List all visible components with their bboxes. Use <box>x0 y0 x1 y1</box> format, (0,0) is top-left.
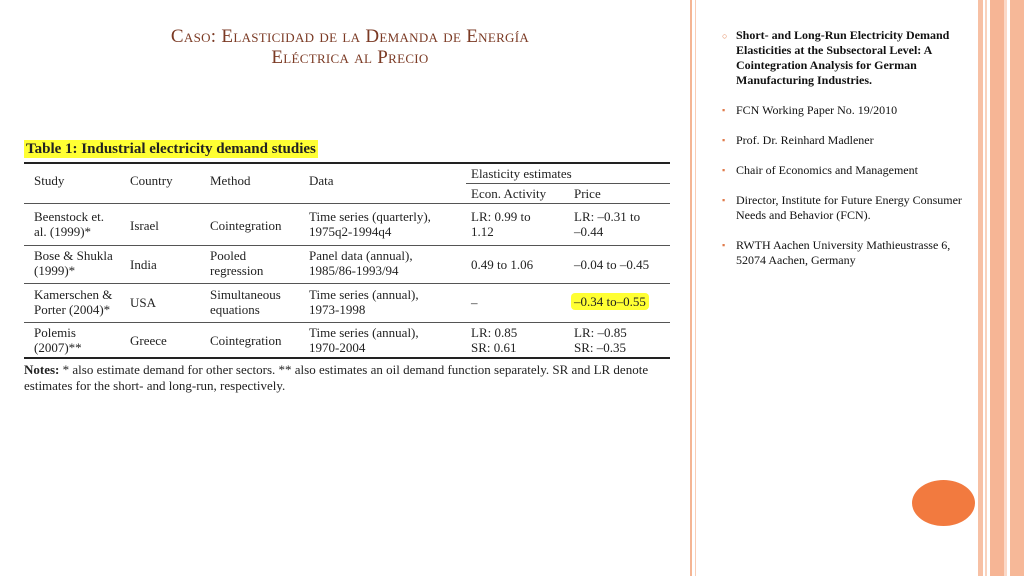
header-bottom-rule <box>24 203 670 204</box>
square-bullet-icon: ▪ <box>722 105 726 115</box>
table-row-4-study: Polemis (2007)** <box>34 325 82 355</box>
header-price: Price <box>574 186 601 201</box>
table-top-rule <box>24 162 670 164</box>
notes-text: * also estimate demand for other sectors. ** also estimates an oil demand function separately. SR and LR denote estimates for the short- and long-run, respectively. <box>24 362 649 393</box>
table-row-1-econ: LR: 0.99 to 1.12 <box>471 209 531 239</box>
highlighted-price: –0.34 to–0.55 <box>571 293 649 310</box>
header-econ-activity: Econ. Activity <box>471 186 547 201</box>
table-row-2-method: Pooled regression <box>210 248 264 278</box>
table-row-3-data: Time series (annual), 1973-1998 <box>309 287 419 317</box>
decorative-circle <box>912 480 975 526</box>
table-row-4-data: Time series (annual), 1970-2004 <box>309 325 419 355</box>
table-row-4-country: Greece <box>130 333 167 348</box>
decorative-stripe <box>985 0 987 576</box>
slide-title-line-1: Caso: Elasticidad de la Demanda de Energía <box>170 26 530 47</box>
table-row-3-price <box>571 294 649 309</box>
table-row-1-price: LR: –0.31 to –0.44 <box>574 209 641 239</box>
header-data: Data <box>309 173 334 188</box>
elasticity-table <box>24 140 674 400</box>
elasticity-header-rule <box>466 183 670 184</box>
table-row-3-method: Simultaneous equations <box>210 287 281 317</box>
list-item: ▪ RWTH Aachen University Mathieustrasse 6, 52074 Aachen, Germany <box>722 238 951 267</box>
list-item: ▪ Prof. Dr. Reinhard Madlener <box>722 133 874 147</box>
header-study: Study <box>34 173 65 188</box>
header-country: Country <box>130 173 173 188</box>
table-row-1-country: Israel <box>130 218 159 233</box>
table-row-2-country: India <box>130 257 157 272</box>
decorative-stripe <box>978 0 983 576</box>
decorative-stripe <box>990 0 1004 576</box>
table-row-2-econ: 0.49 to 1.06 <box>471 257 534 272</box>
square-bullet-icon: ▪ <box>722 195 726 205</box>
slide-title-line-2: Eléctrica al Precio <box>271 47 429 68</box>
reference-list <box>722 28 970 283</box>
table-row-4-price: LR: –0.85 SR: –0.35 <box>574 325 627 355</box>
table-row-3-country: USA <box>130 295 157 310</box>
list-item: ▪ Director, Institute for Future Energy Consumer Needs and Behavior (FCN). <box>722 193 962 222</box>
list-item: ▪ Chair of Economics and Management <box>722 163 918 177</box>
table-row-2-data: Panel data (annual), 1985/86-1993/94 <box>309 248 413 278</box>
table-row-1-study: Beenstock et. al. (1999)* <box>34 209 105 239</box>
table-caption: Table 1: Industrial electricity demand studies <box>26 141 316 157</box>
square-bullet-icon: ▪ <box>722 135 726 145</box>
circle-bullet-icon: ○ <box>722 31 728 41</box>
row-divider <box>24 245 670 246</box>
table-row-3-econ: – <box>471 295 478 310</box>
row-divider <box>24 283 670 284</box>
table-notes <box>24 362 674 394</box>
table-row-3-study: Kamerschen & Porter (2004)* <box>34 287 113 317</box>
divider-line <box>690 0 692 576</box>
decorative-stripe <box>1004 0 1007 576</box>
list-item: ▪ FCN Working Paper No. 19/2010 <box>722 103 898 117</box>
table-bottom-rule <box>24 357 670 359</box>
notes-label: Notes: <box>24 362 60 377</box>
table-row-4-method: Cointegration <box>210 333 282 348</box>
divider-line <box>695 0 696 576</box>
slide-title <box>40 26 660 68</box>
table-row-2-study: Bose & Shukla (1999)* <box>34 248 113 278</box>
header-method: Method <box>210 173 251 188</box>
table-row-1-data: Time series (quarterly), 1975q2-1994q4 <box>309 209 431 239</box>
square-bullet-icon: ▪ <box>722 165 726 175</box>
decorative-stripe <box>1010 0 1024 576</box>
table-row-1-method: Cointegration <box>210 218 282 233</box>
list-item: ○ Short- and Long-Run Electricity Demand Elasticities at the Subsectoral Level: A Cointegration Analysis for German Manufacturing Industries. <box>722 28 950 87</box>
row-divider <box>24 322 670 323</box>
table-row-4-econ: LR: 0.85 SR: 0.61 <box>471 325 518 355</box>
header-elasticity: Elasticity estimates <box>471 166 572 181</box>
table-row-2-price: –0.04 to –0.45 <box>574 257 650 272</box>
square-bullet-icon: ▪ <box>722 240 726 250</box>
